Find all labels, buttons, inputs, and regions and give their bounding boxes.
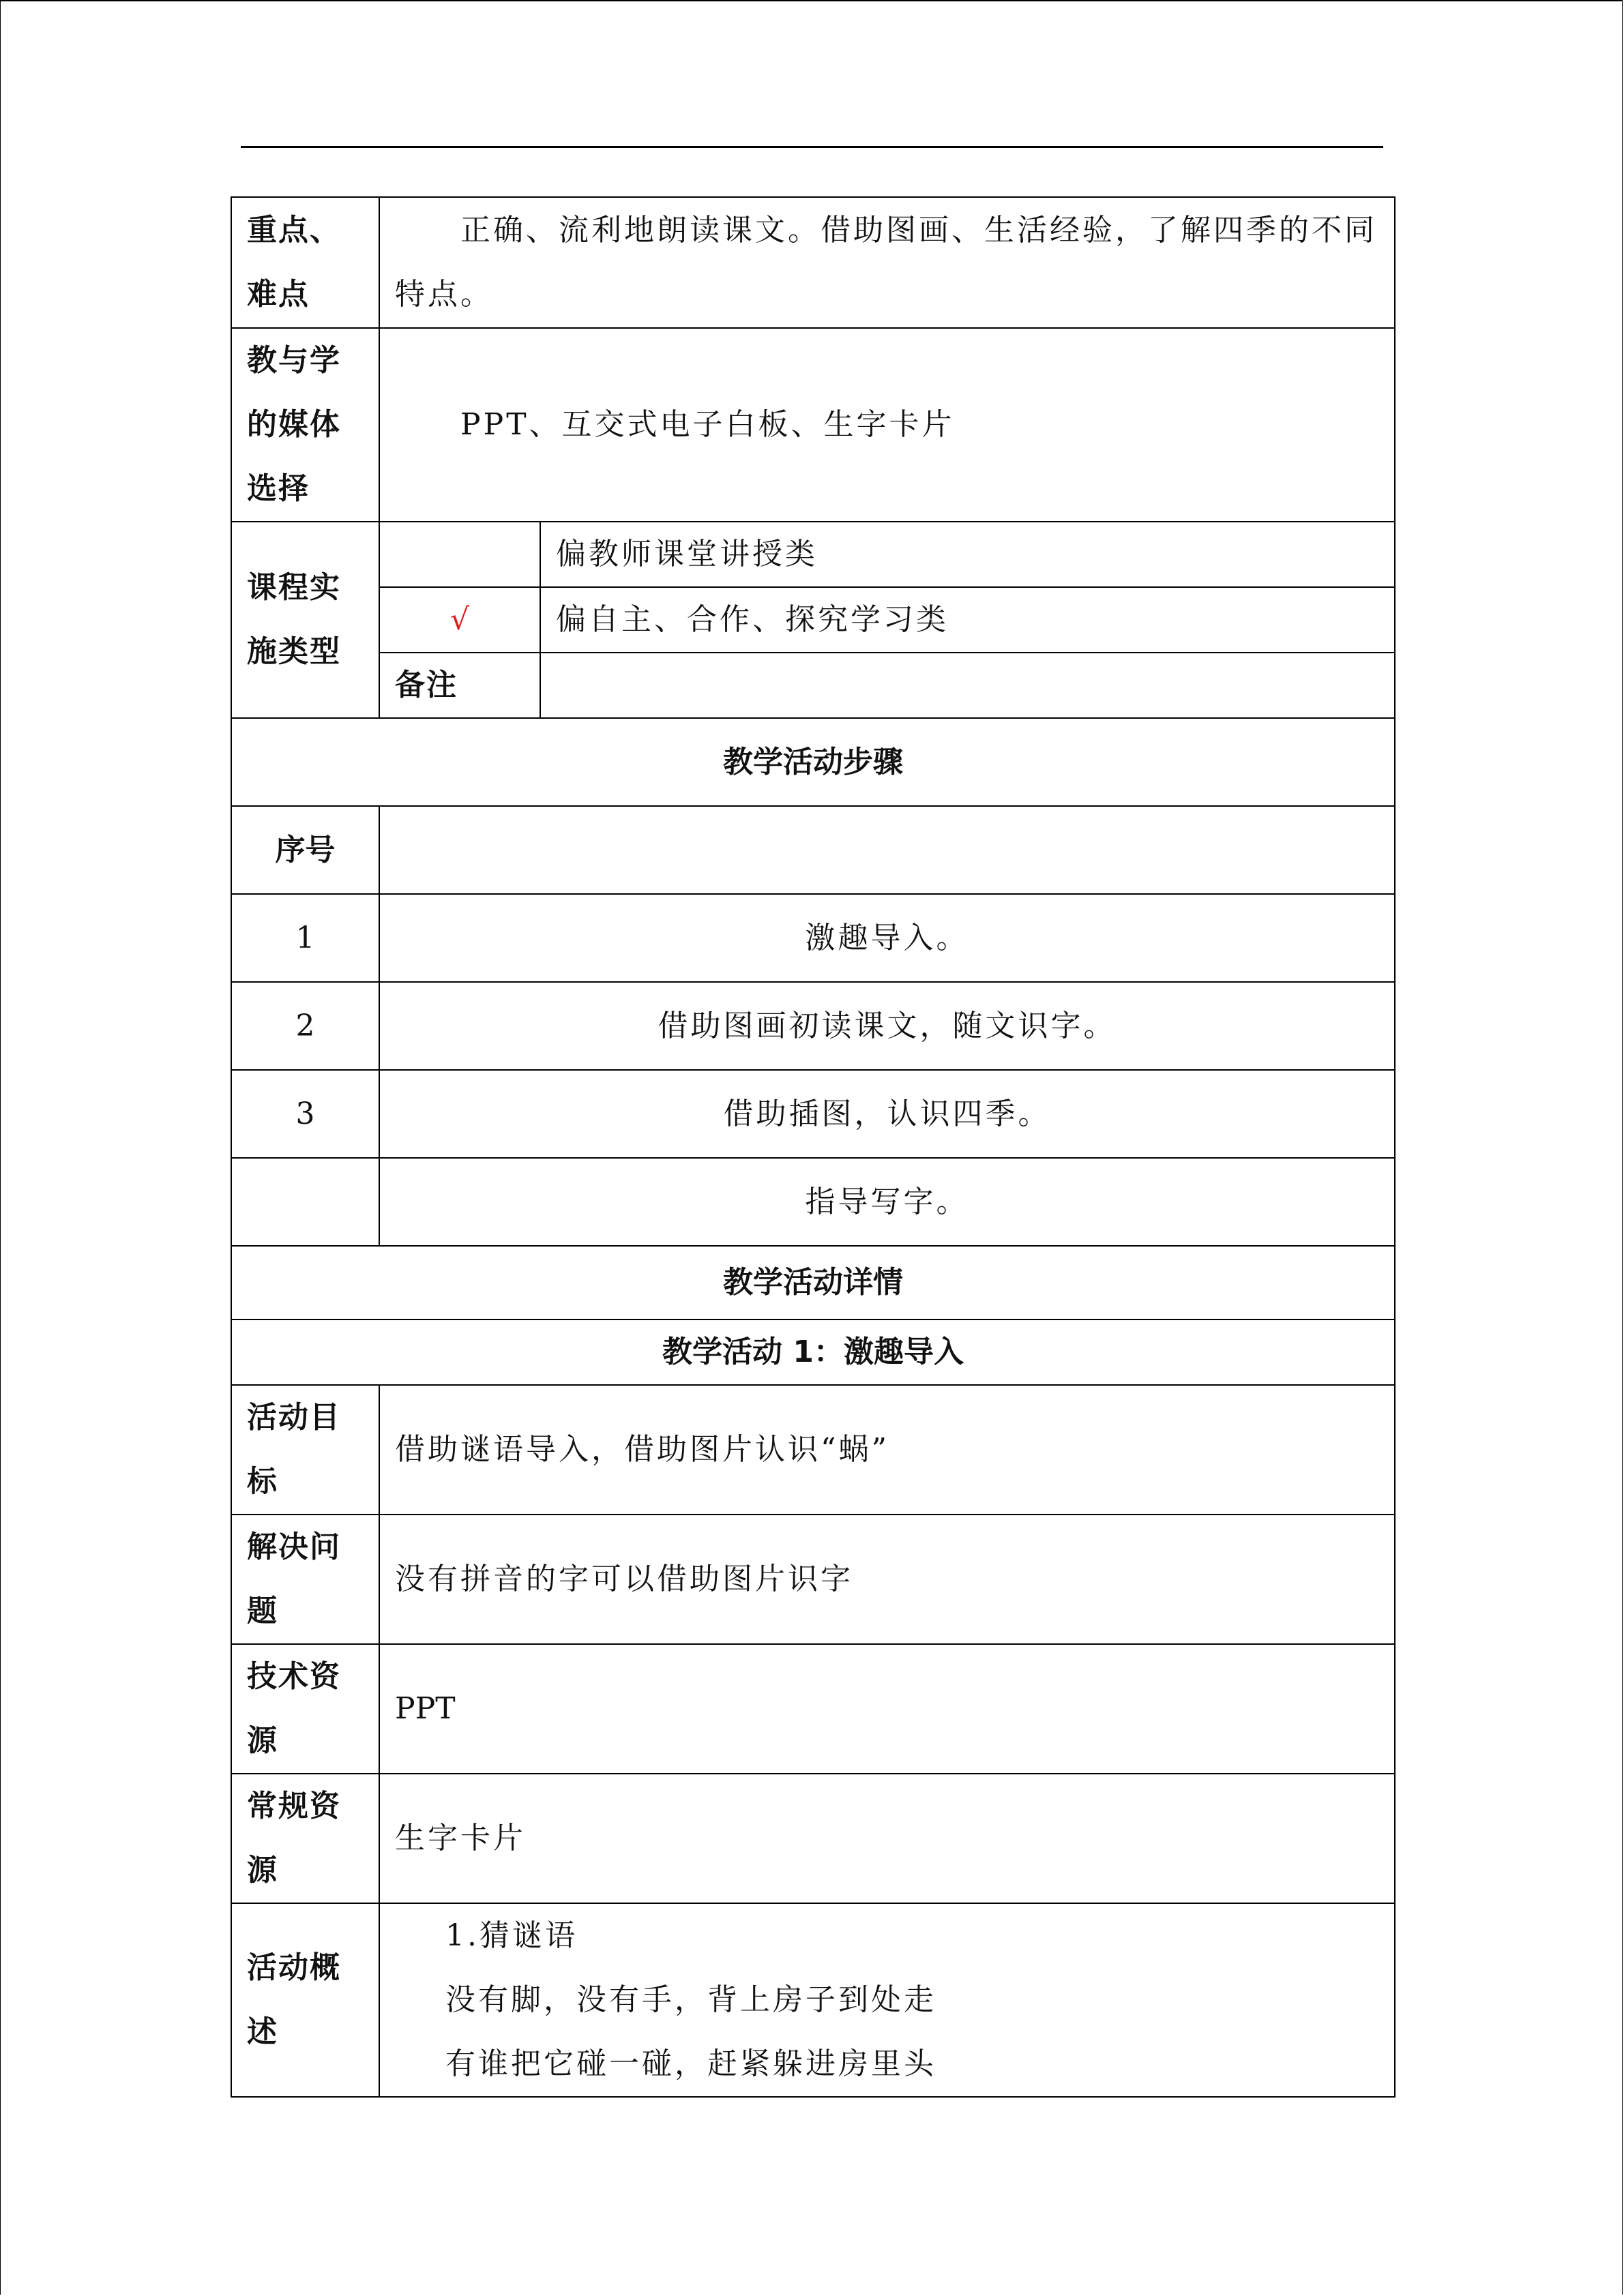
step-number: 2: [231, 982, 379, 1070]
media-row: [231, 328, 1395, 522]
step-row: [231, 1070, 1395, 1158]
step-number: 1: [231, 894, 379, 982]
steps-title: 教学活动步骤: [231, 718, 1395, 806]
step-text: 借助插图，认识四季。: [379, 1070, 1395, 1158]
regular-resource-label: 常规资源: [231, 1774, 379, 1903]
steps-index-header: 序号: [231, 806, 379, 894]
course-type-option-2: 偏自主、合作、探究学习类: [540, 587, 1395, 653]
lesson-plan-table: [231, 196, 1396, 2098]
course-type-option-1: 偏教师课堂讲授类: [540, 522, 1395, 587]
problem-text: 没有拼音的字可以借助图片识字: [379, 1515, 1395, 1644]
check-mark: √: [379, 587, 540, 653]
overview-row: [231, 1903, 1395, 2097]
activity-title-row: [231, 1320, 1395, 1385]
regular-resource-row: [231, 1774, 1395, 1903]
remark-label: 备注: [379, 653, 540, 718]
problem-row: [231, 1515, 1395, 1644]
step-text: 指导写字。: [379, 1158, 1395, 1246]
steps-title-row: [231, 718, 1395, 806]
key-points-label: 重点、难点: [231, 197, 379, 328]
key-points-row: [231, 197, 1395, 328]
regular-resource-text: 生字卡片: [379, 1774, 1395, 1903]
step-text: 借助图画初读课文，随文识字。: [379, 982, 1395, 1070]
steps-header-row: [231, 806, 1395, 894]
goal-text: 借助谜语导入，借助图片认识“蜗”: [379, 1385, 1395, 1515]
overview-line: 1.猜谜语: [445, 1918, 578, 1953]
overview-cell: [379, 1903, 1395, 2097]
goal-row: [231, 1385, 1395, 1515]
step-number: [231, 1158, 379, 1246]
tech-resource-text: PPT: [379, 1644, 1395, 1774]
key-points-text: 正确、流利地朗读课文。借助图画、生活经验，了解四季的不同特点。: [379, 197, 1395, 328]
course-type-label: 课程实施类型: [231, 522, 379, 718]
details-title-row: [231, 1246, 1395, 1320]
course-type-row-2: [231, 587, 1395, 653]
step-number: 3: [231, 1070, 379, 1158]
media-text: PPT、互交式电子白板、生字卡片: [379, 328, 1395, 522]
step-row: [231, 894, 1395, 982]
overview-line: 没有脚，没有手，背上房子到处走: [445, 1982, 936, 2017]
activity-title: 教学活动 1：激趣导入: [231, 1320, 1395, 1385]
step-row: [231, 1158, 1395, 1246]
tech-resource-row: [231, 1644, 1395, 1774]
media-label: 教与学的媒体选择: [231, 328, 379, 522]
details-title: 教学活动详情: [231, 1246, 1395, 1320]
step-row: [231, 982, 1395, 1070]
step-text: 激趣导入。: [379, 894, 1395, 982]
course-type-mark-1: [379, 522, 540, 587]
problem-label: 解决问题: [231, 1515, 379, 1644]
remark-value: [540, 653, 1395, 718]
overview-line: 有谁把它碰一碰，赶紧躲进房里头: [445, 2046, 936, 2081]
steps-content-header: [379, 806, 1395, 894]
tech-resource-label: 技术资源: [231, 1644, 379, 1774]
header-rule: [241, 146, 1383, 148]
course-type-remark-row: [231, 653, 1395, 718]
goal-label: 活动目标: [231, 1385, 379, 1515]
overview-label: 活动概述: [231, 1903, 379, 2097]
course-type-row-1: [231, 522, 1395, 587]
